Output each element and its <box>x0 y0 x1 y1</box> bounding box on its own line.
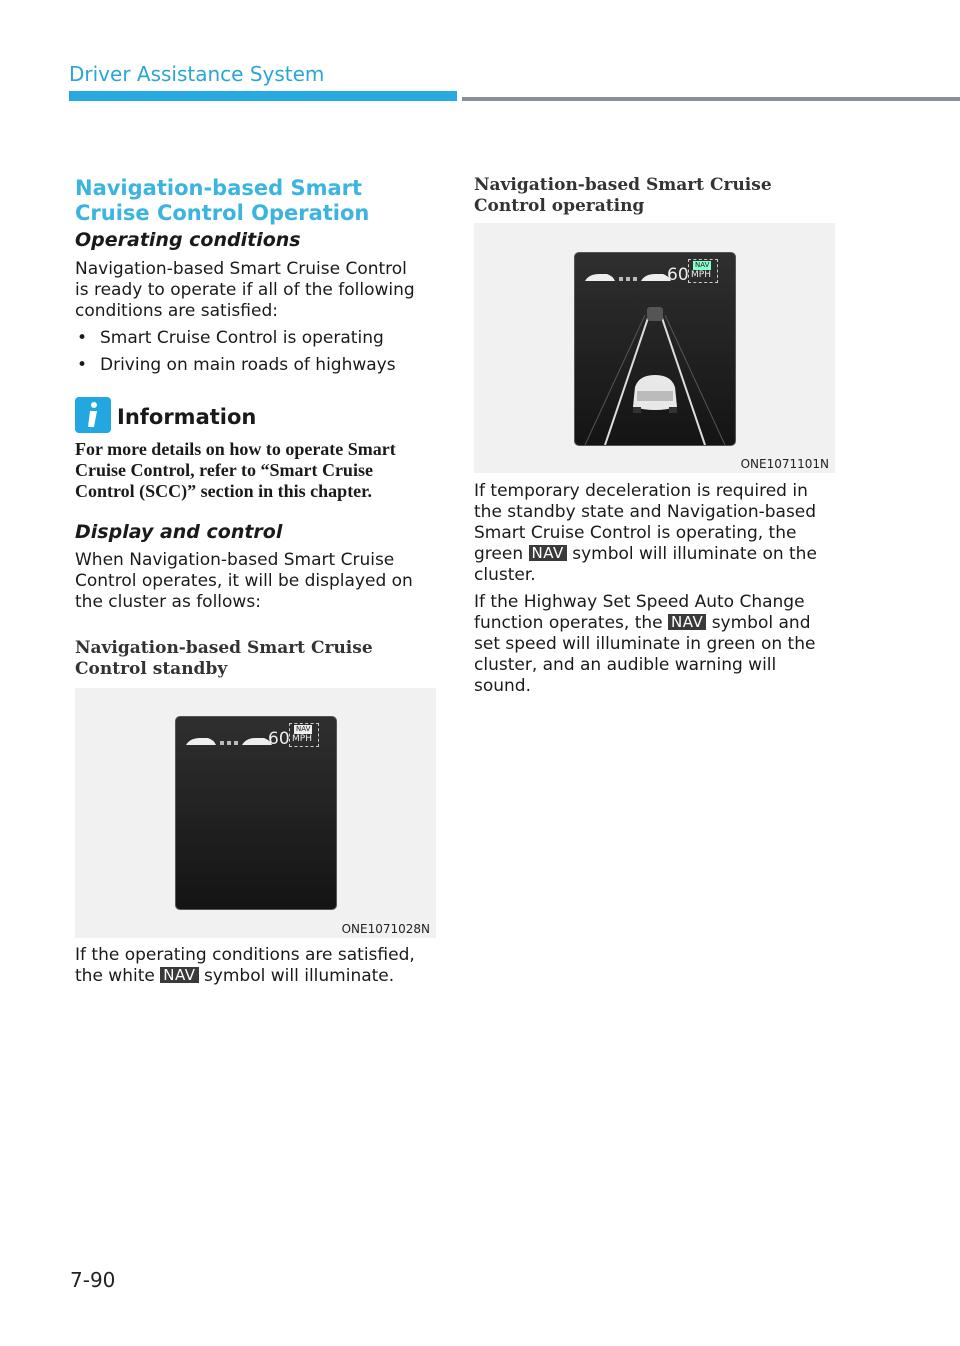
nav-badge: NAV <box>695 261 710 269</box>
set-speed: 60 <box>667 265 689 285</box>
operating-conditions-heading: Operating conditions <box>75 229 301 251</box>
set-speed: 60 <box>268 729 290 749</box>
section-header-title: Driver Assistance System <box>69 62 325 86</box>
operating-figure <box>474 223 835 473</box>
display-control-heading: Display and control <box>75 521 283 543</box>
nav-badge: NAV <box>296 725 311 733</box>
road-scene <box>575 295 735 445</box>
nav-indicator <box>289 723 319 747</box>
header-bar-accent <box>69 91 457 101</box>
car-distance-icon <box>184 735 276 749</box>
standby-figure <box>75 688 436 938</box>
section-title: Navigation-based Smart Cruise Control Operation <box>75 176 370 225</box>
information-heading: Information <box>117 405 257 429</box>
operating-heading: Navigation-based Smart Cruise Control operating <box>474 175 772 216</box>
information-icon <box>75 397 111 433</box>
header-bar-rule <box>462 97 960 101</box>
speed-unit: MPH <box>292 734 312 744</box>
nav-indicator <box>688 259 718 283</box>
cluster-screen <box>574 252 736 446</box>
information-text: For more details on how to operate Smart Cruise Control, refer to “Smart Cruise Control (SCC)” section in this chapter. <box>75 439 396 501</box>
cluster-screen <box>175 716 337 910</box>
bullet-item: • Smart Cruise Control is operating <box>75 328 435 349</box>
auto-change-paragraph: If the Highway Set Speed Auto Change function operates, the NAV symbol and set speed will illuminate in green on the cluster, and an audible warning will sound. <box>474 592 816 696</box>
nav-symbol-green: NAV <box>668 614 706 630</box>
figure-code: ONE1071028N <box>341 922 430 936</box>
nav-symbol-green: NAV <box>529 545 567 561</box>
speed-unit: MPH <box>691 270 711 280</box>
bullet-item: • Driving on main roads of highways <box>75 355 435 376</box>
figure-code: ONE1071101N <box>740 457 829 471</box>
display-control-text: When Navigation-based Smart Cruise Control operates, it will be displayed on the cluster as follows: <box>75 550 413 612</box>
standby-description: If the operating conditions are satisfied, the white NAV symbol will illuminate. <box>75 945 415 986</box>
operating-conditions-intro: Navigation-based Smart Cruise Control is ready to operate if all of the following conditions are satisfied: <box>75 259 415 321</box>
left-column <box>75 176 435 376</box>
nav-symbol-white: NAV <box>160 967 198 983</box>
deceleration-paragraph: If temporary deceleration is required in the standby state and Navigation-based Smart Cruise Control is operating, the green NAV symbol will illuminate on the cluster. <box>474 481 817 585</box>
standby-heading: Navigation-based Smart Cruise Control standby <box>75 638 373 679</box>
page-number: 7-90 <box>70 1268 116 1292</box>
car-distance-icon <box>583 271 675 285</box>
